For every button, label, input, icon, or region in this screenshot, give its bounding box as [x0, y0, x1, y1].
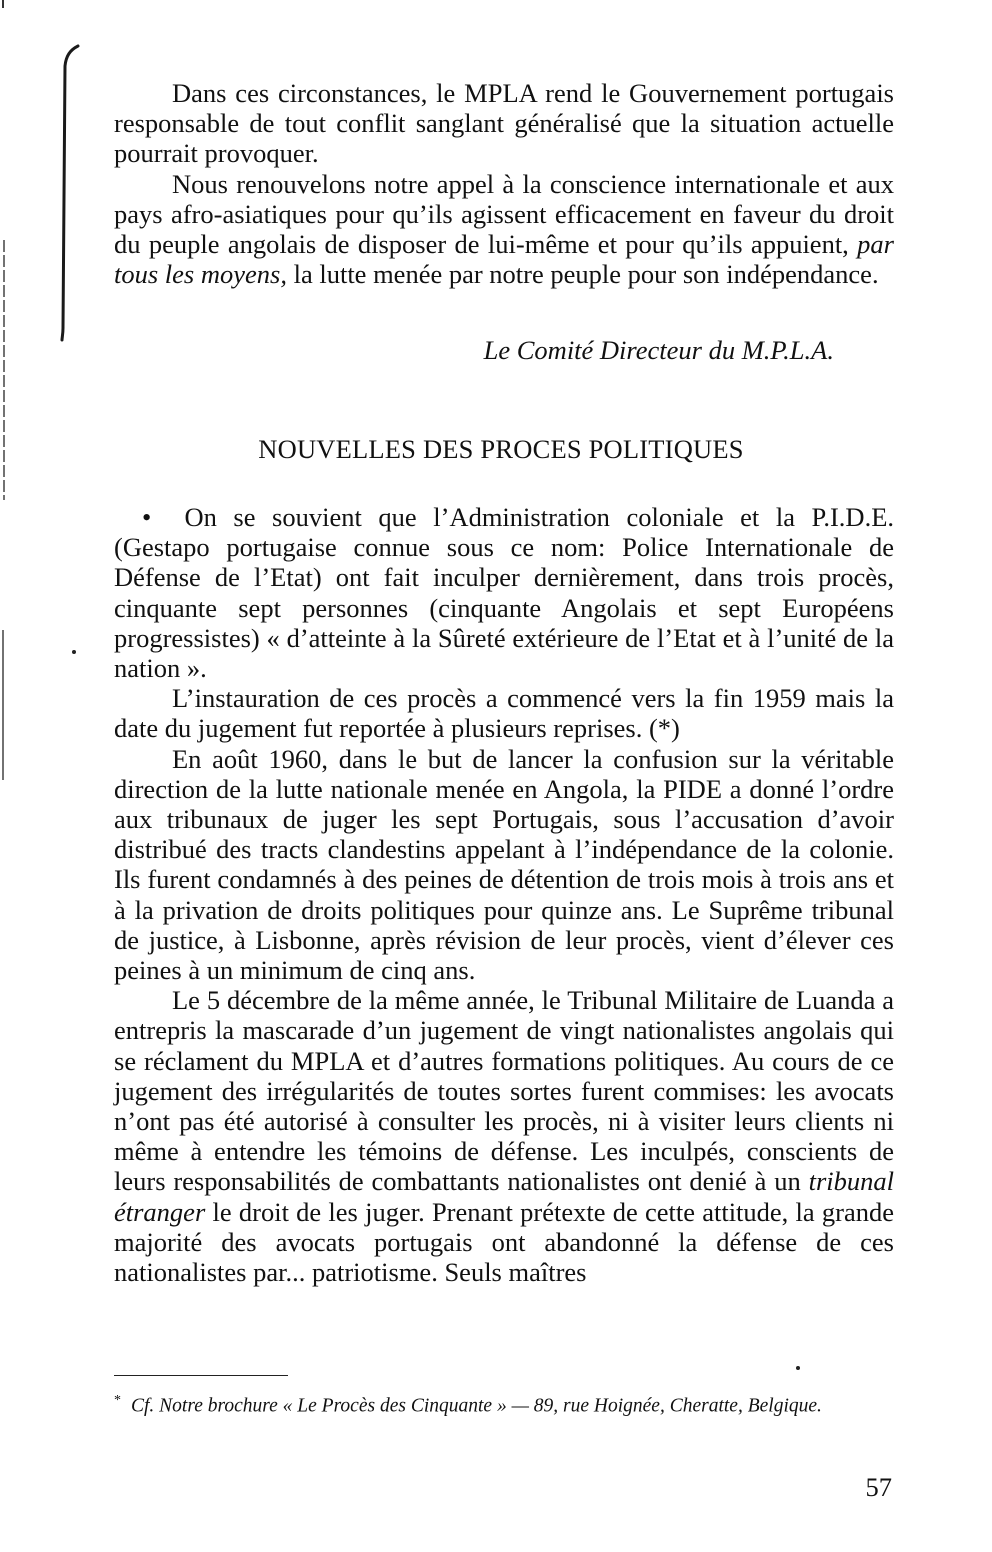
- paragraph-5: En août 1960, dans le but de lancer la confusion sur la véritable direction de la lutte nationale menée en Angola, la PIDE a donné l’ordre aux tribunaux de juger les sept Portugais, sous l’accusation d’avoir distribué des tracts clandestins appelant à l’indépendance de la colonie. Ils furent condamnés à des peines de détention de trois mois à trois ans et à la privation de droits politiques pour quinze ans. Le Suprême tribunal de justice, à Lisbonne, après révision de leur procès, vient d’élever ces peines à un minimum de cinq ans.: [114, 743, 894, 986]
- paragraph-3: • On se souvient que l’Administration coloniale et la P.I.D.E. (Gestapo portugaise connue sous ce nom: Police Internationale de Défense de l’Etat) ont fait inculper dernièrement, dans trois procès, cinquante sept personnes (cinquante Angolais et sept Européens progressistes) « d’atteinte à la Sûreté extérieure de l’Etat et à l’unité de la nation ».: [114, 502, 895, 684]
- scan-speck: [72, 650, 76, 654]
- body-text-main: [114, 502, 894, 1287]
- bullet-mark: •: [142, 502, 152, 532]
- section-heading: NOUVELLES DES PROCES POLITIQUES: [258, 434, 744, 464]
- italic-emphasis: tribunal étranger: [114, 1166, 895, 1227]
- paragraph-6: Le 5 décembre de la même année, le Tribunal Militaire de Luanda a entrepris la mascarade d’un jugement de vingt nationalistes angolais qui se réclament du MPLA et d’autres formations politiques. Au cours de ce jugement des irrégularités de toutes sortes furent commises: les avocats n’ont pas été autorisé à consulter les procès, ni à visiter leurs clients ni même à entendre les témoins de défense. Les inculpés, conscients de leurs responsabilités de combattants nationalistes ont denié à un tribunal étranger le droit de les juger. Prenant prétexte de cette attitude, la grande majorité des avocats portugais ont abandonné la défense de ces nationalistes par... patriotisme. Seuls maîtres: [114, 985, 895, 1288]
- footnote-rule: [114, 1375, 288, 1376]
- signature: Le Comité Directeur du M.P.L.A.: [483, 335, 834, 365]
- margin-bracket-mark: [56, 42, 82, 342]
- body-text-top: [114, 78, 894, 289]
- italic-emphasis: par tous les moyens,: [114, 229, 894, 290]
- paragraph-4: L’instauration de ces procès a commencé vers la fin 1959 mais la date du jugement fut reportée à plusieurs reprises. (*): [114, 683, 894, 744]
- scan-speck: [796, 1366, 800, 1370]
- paragraph-1: Dans ces circonstances, le MPLA rend le Gouvernement portugais responsable de tout conflit sanglant généralisé que la situation actuelle pourrait provoquer.: [114, 78, 894, 169]
- scan-edge-marks: [0, 0, 10, 800]
- footnote-marker: *: [114, 1393, 121, 1408]
- page-number: 57: [865, 1472, 892, 1502]
- paragraph-2: Nous renouvelons notre appel à la conscience internationale et aux pays afro-asiatiques pour qu’ils agissent efficacement en faveur du droit du peuple angolais de disposer de lui-même et pour qu’ils appuient, par tous les moyens, la lutte menée par notre peuple pour son indépendance.: [114, 168, 894, 290]
- footnote: * Cf. Notre brochure « Le Procès des Cinquante » — 89, rue Hoignée, Cheratte, Belgique.: [114, 1393, 822, 1417]
